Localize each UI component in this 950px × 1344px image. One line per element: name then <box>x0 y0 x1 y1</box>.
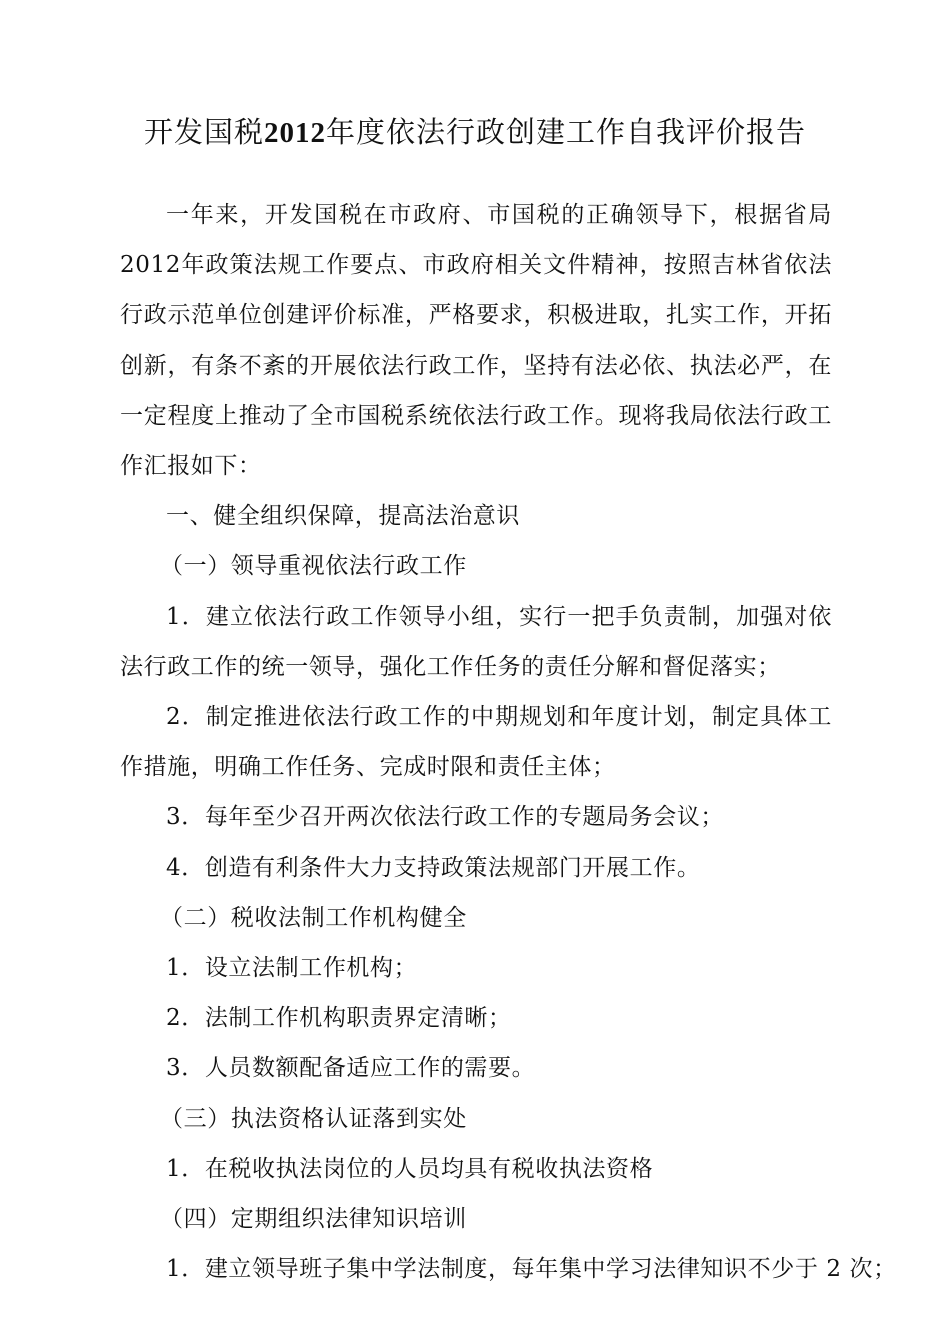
subsection-heading: （三）执法资格认证落到实处 <box>160 1105 467 1132</box>
subsection-heading: （二）税收法制工作机构健全 <box>160 904 467 931</box>
title-year: 2012 <box>264 117 326 149</box>
list-item: 2．法制工作机构职责界定清晰； <box>166 1005 512 1032</box>
list-item: 1．设立法制工作机构； <box>166 955 418 982</box>
subsection-heading: （四）定期组织法律知识培训 <box>160 1206 467 1233</box>
document-title <box>0 112 950 153</box>
section-heading: 一、健全组织保障，提高法治意识 <box>166 503 520 530</box>
list-item: 1．建立依法行政工作领导小组，实行一把手负责制，加强对依法行政工作的统一领导，强化工作任务的责任分解和督促落实； <box>120 603 832 680</box>
title-prefix: 开发国税 <box>143 115 264 149</box>
list-item: 1．建立领导班子集中学法制度，每年集中学习法律知识不少于 2 次； <box>166 1256 897 1283</box>
list-item: 1．在税收执法岗位的人员均具有税收执法资格 <box>166 1155 654 1182</box>
subsection-heading: （一）领导重视依法行政工作 <box>160 553 467 580</box>
list-item: 2．制定推进依法行政工作的中期规划和年度计划，制定具体工作措施，明确工作任务、完成时限和责任主体； <box>120 704 832 781</box>
list-item: 3．每年至少召开两次依法行政工作的专题局务会议； <box>166 804 725 831</box>
list-item: 3．人员数额配备适应工作的需要。 <box>166 1055 536 1082</box>
list-item: 4．创造有利条件大力支持政策法规部门开展工作。 <box>166 854 701 881</box>
title-suffix: 年度依法行政创建工作自我评价报告 <box>326 115 807 149</box>
intro-paragraph: 一年来，开发国税在市政府、市国税的正确领导下，根据省局 2012年政策法规工作要点、市政府相关文件精神，按照吉林省依法行政示范单位创建评价标准，严格要求，积极进取，扎实工作，开拓创新，有条不紊的开展依法行政工作，坚持有法必依、执法必严，在一定程度上推动了全市国税系统依法行政工作。现将我局依法行政工作汇报如下： <box>120 202 832 480</box>
document-body <box>120 190 897 1294</box>
